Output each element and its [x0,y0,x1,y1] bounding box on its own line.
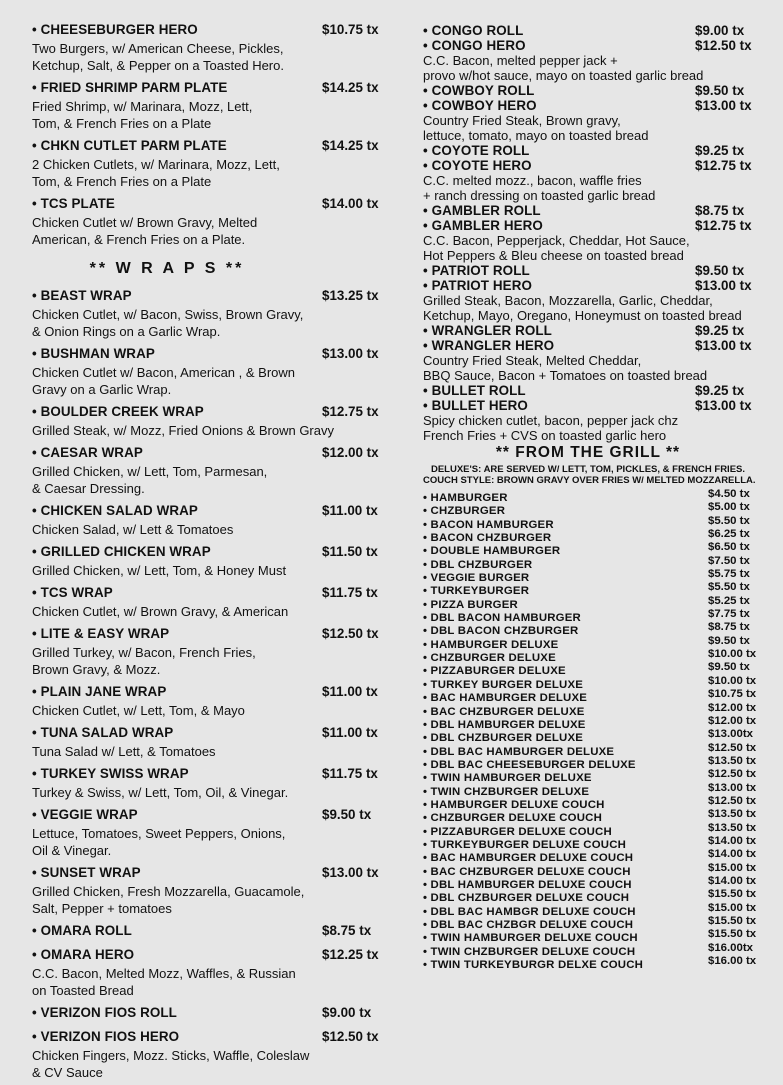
menu-item [32,945,392,999]
grill-item [423,714,763,731]
grill-item-price: $15.50 tx [708,888,757,901]
item-description: C.C. melted mozz., bacon, waffle fries + ranch dressing on toasted garlic bread [423,173,656,203]
menu-item [423,23,763,38]
item-price: $9.00 tx [322,1005,372,1020]
item-name: • CHICKEN SALAD WRAP [32,503,198,518]
item-name: • VERIZON FIOS ROLL [32,1005,177,1020]
grill-item-price: $15.00 tx [708,901,757,914]
grill-item-price: $5.50 tx [708,581,750,594]
menu-item [423,278,763,323]
grill-item-price: $5.00 tx [708,501,750,514]
item-price: $14.25 tx [322,138,379,153]
grill-item-price: $8.75 tx [708,621,750,634]
grill-item-price: $16.00 tx [708,955,757,968]
grill-item-name: • BAC CHZBURGER DELUXE COUCH [423,865,631,878]
grill-item [423,661,763,678]
menu-item [423,263,763,278]
item-price: $11.00 tx [322,725,378,740]
item-name: • COYOTE ROLL [423,143,530,158]
grill-item [423,768,763,785]
grill-item-name: • BACON CHZBURGER [423,532,552,545]
grill-item-price: $10.00 tx [708,648,757,661]
item-price: $11.00 tx [322,684,378,699]
item-price: $9.50 tx [695,83,745,98]
grill-item [423,928,763,945]
item-description: Spicy chicken cutlet, bacon, pepper jack chz French Fries + CVS on toasted garlic hero [423,413,679,443]
wraps-section [32,286,392,1081]
item-name: • TCS PLATE [32,196,115,211]
item-name: • SUNSET WRAP [32,865,141,880]
item-description: 2 Chicken Cutlets, w/ Marinara, Mozz, Lett, Tom, & French Fries on a Plate [32,157,280,189]
grill-item [423,581,763,598]
item-description: Grilled Chicken, Fresh Mozzarella, Guacamole, Salt, Pepper + tomatoes [32,884,305,916]
item-price: $12.25 tx [322,947,379,962]
item-description: Grilled Chicken, w/ Lett, Tom, & Honey Must [32,563,287,578]
grill-item-name: • HAMBURGER DELUXE COUCH [423,798,605,811]
grill-item [423,674,763,691]
left-column [32,20,392,1085]
item-price: $14.00 tx [322,196,379,211]
item-price: $9.25 tx [695,383,745,398]
item-name: • WRANGLER HERO [423,338,555,353]
item-name: • TUNA SALAD WRAP [32,725,174,740]
grill-item-price: $6.50 tx [708,541,750,554]
item-description: Two Burgers, w/ American Cheese, Pickles, Ketchup, Salt, & Pepper on a Toasted Hero. [32,41,284,73]
grill-item-price: $9.50 tx [708,661,750,674]
item-description: Chicken Cutlet w/ Brown Gravy, Melted American, & French Fries on a Plate. [32,215,258,247]
grill-item-name: • HAMBURGER [423,492,508,504]
grill-item [423,754,763,771]
item-price: $9.25 tx [695,323,745,338]
grill-item [423,861,763,878]
item-price: $13.00 tx [322,865,379,880]
grill-item [423,621,763,638]
item-description: Chicken Cutlet, w/ Brown Gravy, & American [32,604,289,619]
grill-item-price: $14.00 tx [708,834,757,847]
menu-item [423,143,763,158]
grill-item [423,915,763,931]
item-name: • OMARA HERO [32,947,135,962]
item-name: • LITE & EASY WRAP [32,626,170,641]
item-description: Grilled Turkey, w/ Bacon, French Fries, Brown Gravy, & Mozz. [32,645,256,677]
menu-item [32,78,392,132]
grill-item-name: • DBL HAMBURGER DELUXE [423,718,586,731]
grill-item [423,834,763,851]
grill-item [423,488,763,504]
item-name: • COWBOY ROLL [423,83,535,98]
item-name: • VERIZON FIOS HERO [32,1029,180,1044]
grill-item-name: • TURKEYBURGER [423,585,530,598]
grill-item [423,741,763,758]
grill-item [423,634,763,651]
grill-section [423,488,763,972]
grill-item [423,554,763,571]
menu-item [32,583,392,620]
item-description: Chicken Fingers, Mozz. Sticks, Waffle, Coleslaw & CV Sauce [32,1048,310,1080]
grill-item-price: $9.50 tx [708,634,750,647]
item-price: $11.00 tx [322,503,378,518]
menu-item [32,501,392,538]
grill-item [423,701,763,718]
grill-item [423,541,763,558]
menu-item [32,764,392,801]
item-name: • COYOTE HERO [423,158,532,173]
grill-item-price: $15.00 tx [708,861,757,874]
item-price: $9.00 tx [695,23,745,38]
grill-item [423,941,763,958]
item-price: $12.00 tx [322,445,379,460]
grill-item-price: $15.50 tx [708,915,757,927]
grill-item-name: • CHZBURGER [423,505,506,518]
item-name: • GRILLED CHICKEN WRAP [32,544,211,559]
grill-item [423,781,763,798]
item-price: $9.50 tx [695,263,745,278]
grill-item-price: $12.50 tx [708,794,757,807]
item-price: $11.75 tx [322,585,378,600]
grill-item-name: • TWIN TURKEYBURGR DELXE COUCH [423,959,644,972]
menu-item [32,682,392,719]
grill-item-name: • DBL BACON CHZBURGER [423,625,579,638]
grill-item-name: • DBL CHZBURGER [423,558,533,571]
item-name: • WRANGLER ROLL [423,323,552,338]
grill-item [423,794,763,811]
item-price: $13.00 tx [695,338,752,353]
grill-item [423,608,763,625]
menu-item [423,218,763,263]
grill-item [423,688,763,705]
grill-item-name: • PIZZABURGER DELUXE COUCH [423,825,612,838]
grill-item [423,808,763,825]
rolls-heros-section [423,23,763,443]
item-price: $12.75 tx [695,218,752,233]
wraps-heading: ** W R A P S ** [89,260,245,277]
grill-item-name: • TWIN HAMBURGER DELUXE [423,772,592,785]
item-name: • VEGGIE WRAP [32,807,138,822]
item-name: • TCS WRAP [32,585,113,600]
grill-heading: ** FROM THE GRILL ** [495,444,681,461]
grill-item-price: $5.50 tx [708,514,750,527]
item-price: $12.50 tx [322,1029,379,1044]
menu-item [32,1003,392,1023]
grill-item-name: • DBL HAMBURGER DELUXE COUCH [423,878,632,891]
grill-item-name: • CHZBURGER DELUXE COUCH [423,812,603,825]
menu-item [423,203,763,218]
grill-item-name: • TURKEYBURGER DELUXE COUCH [423,838,627,851]
menu-item [32,863,392,917]
grill-item [423,568,763,585]
grill-item [423,501,763,518]
menu-item [32,286,392,340]
grill-item-name: • DBL BAC CHZBGR DELUXE COUCH [423,919,634,931]
menu-item [32,1027,392,1081]
item-description: C.C. Bacon, Melted Mozz, Waffles, & Russian on Toasted Bread [32,966,296,998]
grill-item-name: • CHZBURGER DELUXE [423,652,556,665]
grill-item-name: • TURKEY BURGER DELUXE [423,678,584,691]
grill-item-name: • DBL BAC CHEESEBURGER DELUXE [423,758,636,771]
grill-item-name: • PIZZA BURGER [423,598,518,611]
item-description: Turkey & Swiss, w/ Lett, Tom, Oil, & Vinegar. [32,785,289,800]
menu-item [423,383,763,398]
grill-item-name: • DBL CHZBURGER DELUXE COUCH [423,892,630,905]
grill-item-price: $6.25 tx [708,528,750,541]
menu-item [423,38,763,83]
item-price: $10.75 tx [322,22,379,37]
item-description: Chicken Salad, w/ Lett & Tomatoes [32,522,234,537]
grill-item-price: $12.00 tx [708,714,757,727]
menu-item [423,83,763,98]
item-price: $11.50 tx [322,544,378,559]
item-description: Country Fried Steak, Brown gravy, lettuce, tomato, mayo on toasted bread [423,113,649,143]
menu-item [32,344,392,398]
item-price: $8.75 tx [695,203,745,218]
grill-item-price: $7.50 tx [708,554,750,567]
item-name: • CAESAR WRAP [32,445,143,460]
grill-item-price: $16.00tx [708,941,753,954]
deluxe-note: DELUXE'S: ARE SERVED W/ LETT, TOM, PICKLES, & FRENCH FRIES. [430,464,746,475]
menu-item [32,20,392,74]
grill-item-name: • BAC HAMBURGER DELUXE [423,692,588,705]
grill-item [423,648,763,665]
grill-item-name: • PIZZABURGER DELUXE [423,665,566,678]
grill-item-price: $5.75 tx [708,568,750,581]
grill-item-name: • BAC CHZBURGER DELUXE [423,705,585,718]
grill-item-name: • DBL BAC HAMBGR DELUXE COUCH [423,905,636,918]
grill-item-price: $14.00 tx [708,848,757,861]
grill-item-price: $12.00 tx [708,701,757,714]
item-price: $13.25 tx [322,288,379,303]
item-name: • BOULDER CREEK WRAP [32,404,204,419]
item-name: • GAMBLER ROLL [423,203,541,218]
item-price: $12.50 tx [695,38,752,53]
menu-item [423,158,763,203]
right-column [423,23,763,972]
grill-item [423,874,763,891]
item-name: • CHKN CUTLET PARM PLATE [32,138,227,153]
item-description: Chicken Cutlet, w/ Lett, Tom, & Mayo [32,703,245,718]
menu-item [32,443,392,497]
item-description: C.C. Bacon, Pepperjack, Cheddar, Hot Sauce, Hot Peppers & Bleu cheese on toasted bread [423,233,690,263]
menu-item [32,805,392,859]
item-price: $14.25 tx [322,80,379,95]
item-name: • CHEESEBURGER HERO [32,22,198,37]
item-price: $8.75 tx [322,923,372,938]
grill-item [423,594,763,611]
menu-item [32,402,392,439]
grill-item-price: $14.00 tx [708,874,757,887]
grill-item [423,901,763,918]
grill-item [423,728,763,745]
item-name: • CONGO HERO [423,38,526,53]
item-price: $11.75 tx [322,766,378,781]
couch-note: COUCH STYLE: BROWN GRAVY OVER FRIES W/ MELTED MOZZARELLA. [423,475,756,486]
item-name: • FRIED SHRIMP PARM PLATE [32,80,228,95]
grill-item-price: $13.50 tx [708,821,757,834]
menu-item [32,542,392,579]
grill-item-name: • DOUBLE HAMBURGER [423,545,561,558]
menu-item [32,624,392,678]
item-price: $13.00 tx [695,278,752,293]
grill-item-price: $10.75 tx [708,688,757,701]
grill-item-price: $13.00 tx [708,781,757,794]
item-name: • BUSHMAN WRAP [32,346,155,361]
item-name: • PATRIOT ROLL [423,263,530,278]
grill-item-price: $12.50 tx [708,768,757,781]
grill-item-name: • TWIN CHZBURGER DELUXE COUCH [423,945,636,958]
grill-item-name: • DBL CHZBURGER DELUXE [423,732,584,745]
item-description: Chicken Cutlet w/ Bacon, American , & Brown Gravy on a Garlic Wrap. [32,365,296,397]
grill-item [423,955,763,972]
menu-item [32,136,392,190]
grill-item-price: $13.50 tx [708,808,757,821]
item-description: Grilled Steak, w/ Mozz, Fried Onions & Brown Gravy [32,423,334,438]
item-price: $9.25 tx [695,143,745,158]
menu-item [423,323,763,338]
item-name: • BULLET HERO [423,398,528,413]
grill-item-price: $12.50 tx [708,741,757,754]
item-name: • GAMBLER HERO [423,218,543,233]
grill-item [423,514,763,531]
item-name: • COWBOY HERO [423,98,537,113]
item-price: $13.00 tx [322,346,379,361]
plates-section [32,20,392,248]
item-description: Chicken Cutlet, w/ Bacon, Swiss, Brown Gravy, & Onion Rings on a Garlic Wrap. [32,307,304,339]
grill-item [423,848,763,865]
item-name: • TURKEY SWISS WRAP [32,766,189,781]
grill-item [423,888,763,905]
menu-item [32,921,392,941]
item-description: Fried Shrimp, w/ Marinara, Mozz, Lett, Tom, & French Fries on a Plate [32,99,253,131]
grill-item-price: $13.50 tx [708,754,757,767]
grill-item-price: $5.25 tx [708,594,750,607]
item-description: Tuna Salad w/ Lett, & Tomatoes [32,744,216,759]
grill-item-price: $4.50 tx [708,488,750,500]
item-name: • OMARA ROLL [32,923,132,938]
item-name: • CONGO ROLL [423,23,524,38]
menu-item [423,398,763,443]
item-name: • PATRIOT HERO [423,278,532,293]
grill-item-name: • BAC HAMBURGER DELUXE COUCH [423,852,634,865]
item-description: Lettuce, Tomatoes, Sweet Peppers, Onions, Oil & Vinegar. [32,826,286,858]
item-name: • BULLET ROLL [423,383,526,398]
item-price: $9.50 tx [322,807,372,822]
item-price: $12.75 tx [322,404,379,419]
item-price: $13.00 tx [695,398,752,413]
item-description: C.C. Bacon, melted pepper jack + provo w/hot sauce, mayo on toasted garlic bread [423,53,704,83]
item-name: • PLAIN JANE WRAP [32,684,167,699]
item-name: • BEAST WRAP [32,288,132,303]
grill-item-name: • TWIN HAMBURGER DELUXE COUCH [423,932,638,945]
grill-item-name: • HAMBURGER DELUXE [423,638,559,651]
grill-item [423,528,763,545]
item-description: Country Fried Steak, Melted Cheddar, BBQ Sauce, Bacon + Tomatoes on toasted bread [423,353,708,383]
item-description: Grilled Chicken, w/ Lett, Tom, Parmesan, & Caesar Dressing. [32,464,268,496]
menu-item [423,98,763,143]
item-price: $12.50 tx [322,626,379,641]
grill-item [423,821,763,838]
grill-item-name: • VEGGIE BURGER [423,572,530,585]
grill-item-name: • DBL BACON HAMBURGER [423,612,581,625]
item-price: $13.00 tx [695,98,752,113]
grill-item-price: $10.00 tx [708,674,757,687]
item-price: $12.75 tx [695,158,752,173]
item-description: Grilled Steak, Bacon, Mozzarella, Garlic, Cheddar, Ketchup, Mayo, Oregano, Honeymust on toasted bread [423,293,742,323]
grill-item-name: • TWIN CHZBURGER DELUXE [423,785,590,798]
grill-item-name: • BACON HAMBURGER [423,518,554,531]
menu-item [32,723,392,760]
grill-item-price: $7.75 tx [708,608,750,621]
grill-item-price: $13.00tx [708,728,753,741]
grill-item-name: • DBL BAC HAMBURGER DELUXE [423,745,615,758]
grill-item-price: $15.50 tx [708,928,757,941]
menu-item [32,194,392,248]
menu-item [423,338,763,383]
